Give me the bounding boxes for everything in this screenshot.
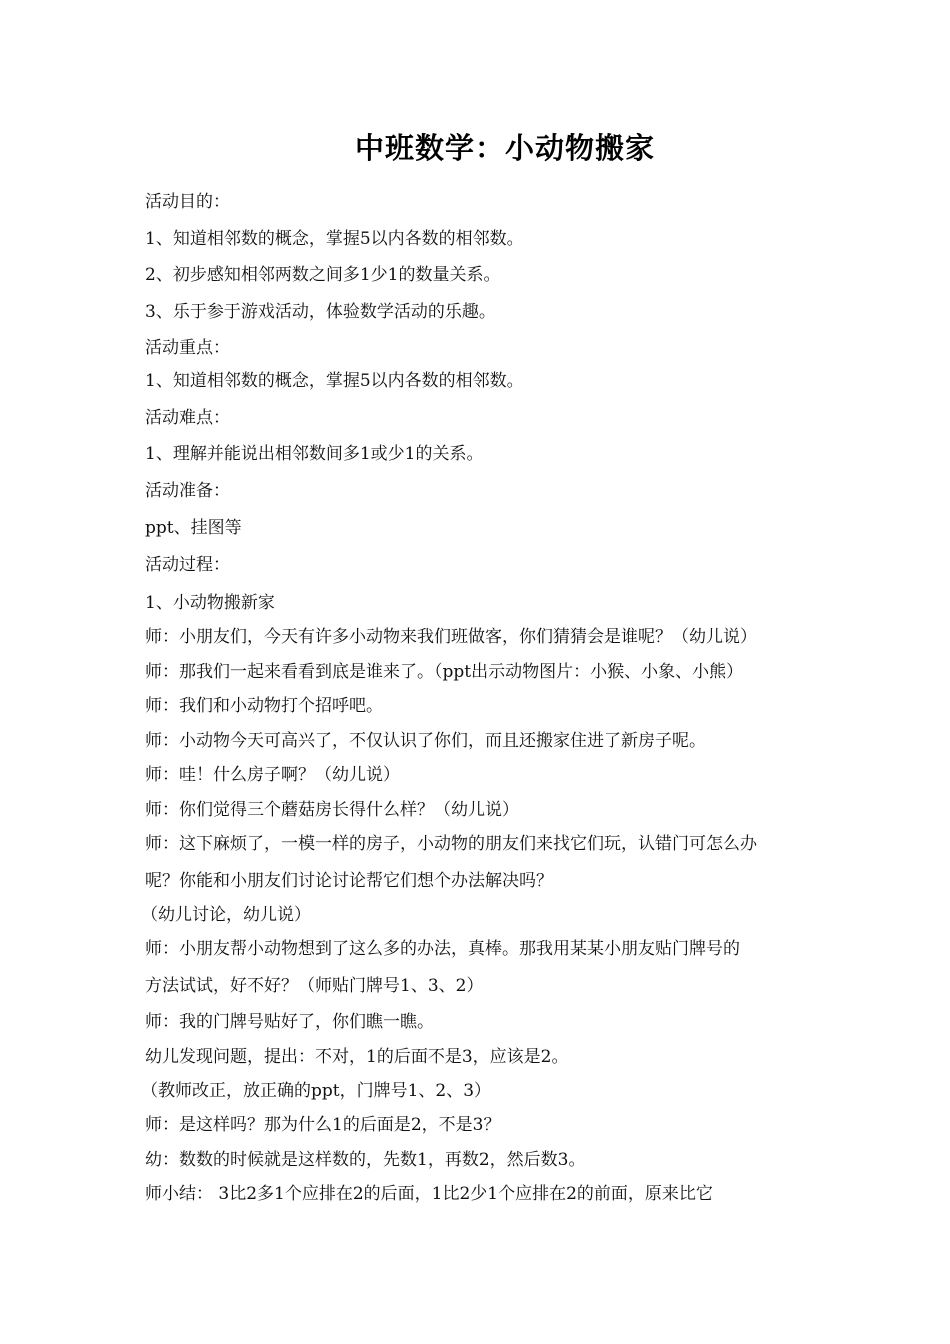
text-line: 师：你们觉得三个蘑菇房长得什么样？（幼儿说） (145, 800, 519, 820)
text-line: 活动过程： (145, 555, 230, 575)
text-line: 1、小动物搬新家 (145, 593, 275, 613)
text-line: （幼儿讨论，幼儿说） (141, 905, 311, 925)
text-line: 2、初步感知相邻两数之间多1少1的数量关系。 (145, 265, 501, 285)
text-line: 活动准备： (145, 481, 230, 501)
text-line: 3、乐于参于游戏活动，体验数学活动的乐趣。 (145, 302, 496, 322)
text-line: 1、理解并能说出相邻数间多1或少1的关系。 (145, 444, 484, 464)
text-line: 方法试试，好不好？（师贴门牌号1、3、2） (145, 976, 484, 996)
text-line: 师：那我们一起来看看到底是谁来了。（ppt出示动物图片：小猴、小象、小熊） (145, 662, 744, 682)
text-line: 活动目的： (145, 192, 230, 212)
text-line: 师：我们和小动物打个招呼吧。 (145, 696, 383, 716)
text-line: 师：小朋友帮小动物想到了这么多的办法，真棒。那我用某某小朋友贴门牌号的 (145, 939, 740, 959)
text-line: 呢？你能和小朋友们讨论讨论帮它们想个办法解决吗？ (145, 871, 553, 891)
title-area (0, 0, 950, 200)
text-line: 师：是这样吗？那为什么1的后面是2，不是3？ (145, 1115, 501, 1135)
document-title: 中班数学：小动物搬家 (354, 131, 655, 165)
text-line: ppt、挂图等 (145, 518, 242, 538)
text-line: （教师改正，放正确的ppt，门牌号1、2、3） (141, 1081, 492, 1101)
text-line: 师小结： 3比2多1个应排在2的后面，1比2少1个应排在2的前面，原来比它 (145, 1184, 713, 1204)
text-line: 师：我的门牌号贴好了，你们瞧一瞧。 (145, 1012, 434, 1032)
text-line: 活动重点： (145, 338, 230, 358)
text-line: 1、知道相邻数的概念，掌握5以内各数的相邻数。 (145, 229, 524, 249)
text-line: 1、知道相邻数的概念，掌握5以内各数的相邻数。 (145, 371, 524, 391)
text-line: 师：哇！什么房子啊？（幼儿说） (145, 765, 400, 785)
text-line: 师：这下麻烦了，一模一样的房子，小动物的朋友们来找它们玩，认错门可怎么办 (145, 834, 757, 854)
text-line: 幼儿发现问题，提出：不对，1的后面不是3，应该是2。 (145, 1047, 569, 1067)
text-line: 师：小动物今天可高兴了，不仅认识了你们，而且还搬家住进了新房子呢。 (145, 731, 706, 751)
text-line: 活动难点： (145, 408, 230, 428)
text-line: 幼：数数的时候就是这样数的，先数1，再数2，然后数3。 (145, 1150, 586, 1170)
text-line: 师：小朋友们，今天有许多小动物来我们班做客，你们猜猜会是谁呢？（幼儿说） (145, 627, 757, 647)
